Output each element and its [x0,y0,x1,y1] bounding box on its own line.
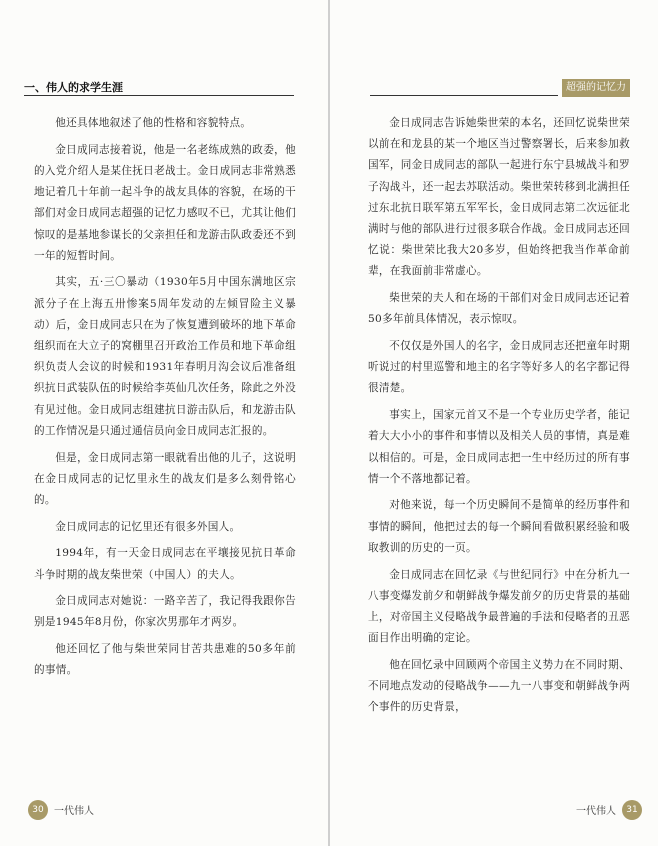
paragraph: 其实，五·三〇暴动（1930年5月中国东满地区宗派分子在上海五卅惨案5周年发动的左倾冒险主义暴动）后，金日成同志只在为了恢复遭到破坏的地下革命组织而在大立子的窝棚里召开政治工作员和地下革命组织负责人会议的时候和1931年春明月沟会议后准备组织抗日武装队伍的时候给李英仙几次任务，除此之外没有见过他。金日成同志组建抗日游击队后，和龙游击队的工作情况是只通过通信员向金日成同志汇报的。 [34,276,296,437]
header-rule [24,95,294,96]
chapter-title: 一、伟人的求学生涯 [24,81,123,94]
paragraph: 金日成同志的记忆里还有很多外国人。 [55,520,241,533]
paragraph: 金日成同志在回忆录《与世纪同行》中在分析九一八事变爆发前夕和朝鲜战争爆发前夕的历史背景的基础上，对帝国主义侵略战争最普遍的手法和侵略者的丑恶面目作出明确的定论。 [368,568,630,645]
paragraph: 他在回忆录中回顾两个帝国主义势力在不同时期、不同地点发动的侵略战争——九一八事变和朝鲜战争两个事件的历史背景， [368,658,630,714]
paragraph: 金日成同志接着说，他是一名老练成熟的政委，他的入党介绍人是某住抚日老战士。金日成同志非常熟悉地记着几十年前一起斗争的战友具体的容貌，在场的干部们对金日成同志超强的记忆力感叹不已，尤其让他们惊叹的是基地参谋长的父亲担任和龙游击队政委还不到一年的短暂时间。 [34,143,296,262]
paragraph: 柴世荣的夫人和在场的干部们对金日成同志还记着50多年前具体情况，表示惊叹。 [368,292,630,326]
paragraph: 对他来说，每一个历史瞬间不是简单的经历事件和事情的瞬间，他把过去的每一个瞬间看做积累经验和吸取教训的历史的一页。 [368,499,630,554]
book-title: 一代伟人 [54,806,94,817]
right-page [330,0,658,846]
right-body-text [368,113,630,724]
paragraph: 金日成同志对她说：一路辛苦了，我记得我跟你告别是1945年8月份，你家次男那年才两岁。 [34,595,296,629]
page-number-badge: 31 [622,800,642,820]
left-page [0,0,328,846]
paragraph: 他还回忆了他与柴世荣同甘苦共患难的50多年前的事情。 [34,643,296,677]
paragraph: 但是，金日成同志第一眼就看出他的儿子，这说明在金日成同志的记忆里永生的战友们是多么刻骨铭心的。 [34,451,296,506]
paragraph: 金日成同志告诉她柴世荣的本名，还回忆说柴世荣以前在和龙县的某一个地区当过警察署长，后来参加救国军，同金日成同志的部队一起进行东宁县城战斗和罗子沟战斗，还一起去苏联活动。柴世荣转移到北满担任过东北抗日联军第五军军长，金日成同志第二次远征北满时与他的部队进行过很多联合作战。金日成同志还回忆说：柴世荣比我大20多岁，但始终把我当作革命前辈，在我面前非常虚心。 [368,117,630,278]
paragraph: 他还具体地叙述了他的性格和容貌特点。 [55,117,252,129]
paragraph: 不仅仅是外国人的名字，金日成同志还把童年时期听说过的村里巡警和地主的名字等好多人的名字都记得很清楚。 [368,340,630,395]
paragraph: 1994年，有一天金日成同志在平壤接见抗日革命斗争时期的战友柴世荣（中国人）的夫人。 [34,547,296,581]
page-number-badge: 30 [28,800,48,820]
section-badge: 超强的记忆力 [562,79,630,97]
left-body-text [34,113,296,687]
header-rule [370,95,558,96]
paragraph: 事实上，国家元首又不是一个专业历史学者，能记着大大小小的事件和事情以及相关人员的事情，真是难以相信的。可是，金日成同志把一生中经历过的所有事情一个不落地都记着。 [368,409,630,485]
left-footer [28,799,100,825]
right-footer [570,799,642,825]
book-title: 一代伟人 [576,806,616,817]
